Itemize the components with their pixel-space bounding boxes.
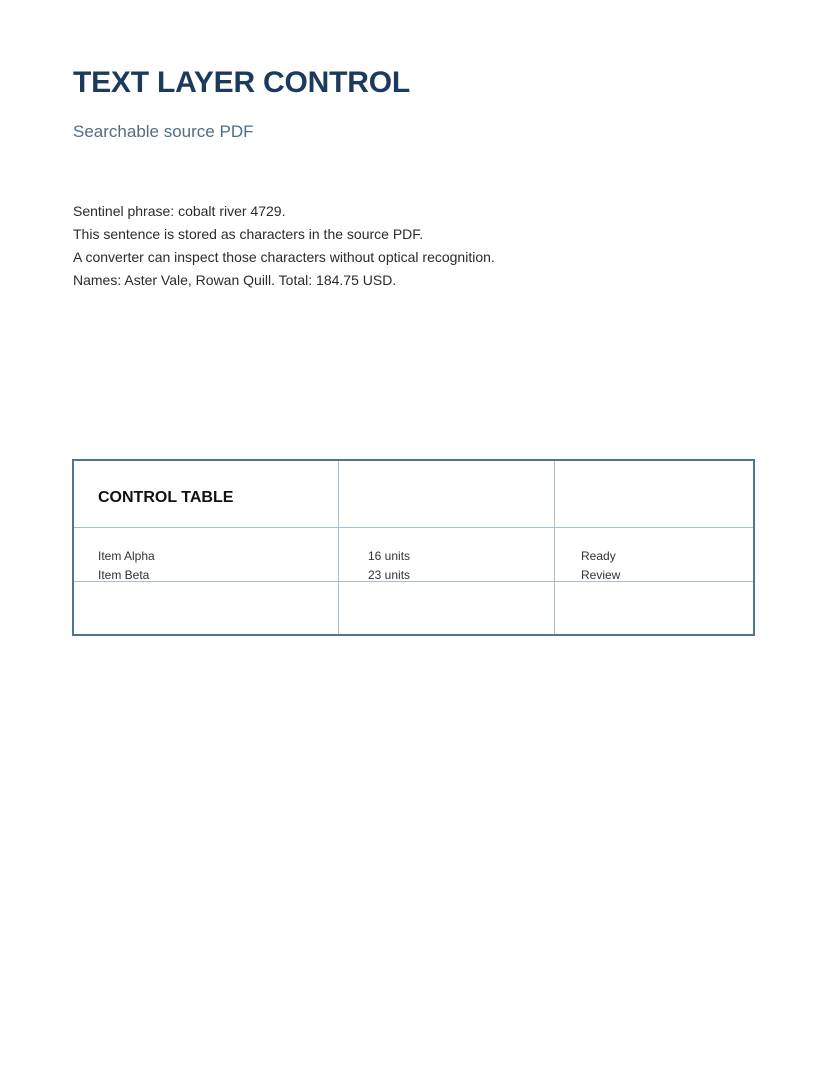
converter-note-line: A converter can inspect those characters without optical recognition. bbox=[73, 249, 495, 265]
table-cell-item: Item Beta bbox=[98, 568, 150, 582]
table-cell-status: Ready bbox=[581, 549, 616, 563]
table-cell-quantity: 16 units bbox=[368, 549, 411, 563]
row-divider bbox=[74, 581, 753, 582]
sentinel-phrase-line: Sentinel phrase: cobalt river 4729. bbox=[73, 203, 286, 219]
table-cell-item: Item Alpha bbox=[98, 549, 155, 563]
page-subtitle: Searchable source PDF bbox=[73, 122, 254, 141]
body-text bbox=[73, 201, 495, 293]
control-table bbox=[72, 459, 755, 636]
table-heading: CONTROL TABLE bbox=[98, 489, 234, 506]
table-cell-quantity: 23 units bbox=[368, 568, 411, 582]
storage-note-line: This sentence is stored as characters in the source PDF. bbox=[73, 226, 424, 242]
names-total-line: Names: Aster Vale, Rowan Quill. Total: 184.75 USD. bbox=[73, 272, 397, 288]
page-title: TEXT LAYER CONTROL bbox=[73, 66, 410, 99]
row-divider bbox=[74, 527, 753, 528]
table-cell-status: Review bbox=[581, 568, 621, 582]
column-divider bbox=[338, 461, 339, 634]
column-divider bbox=[554, 461, 555, 634]
